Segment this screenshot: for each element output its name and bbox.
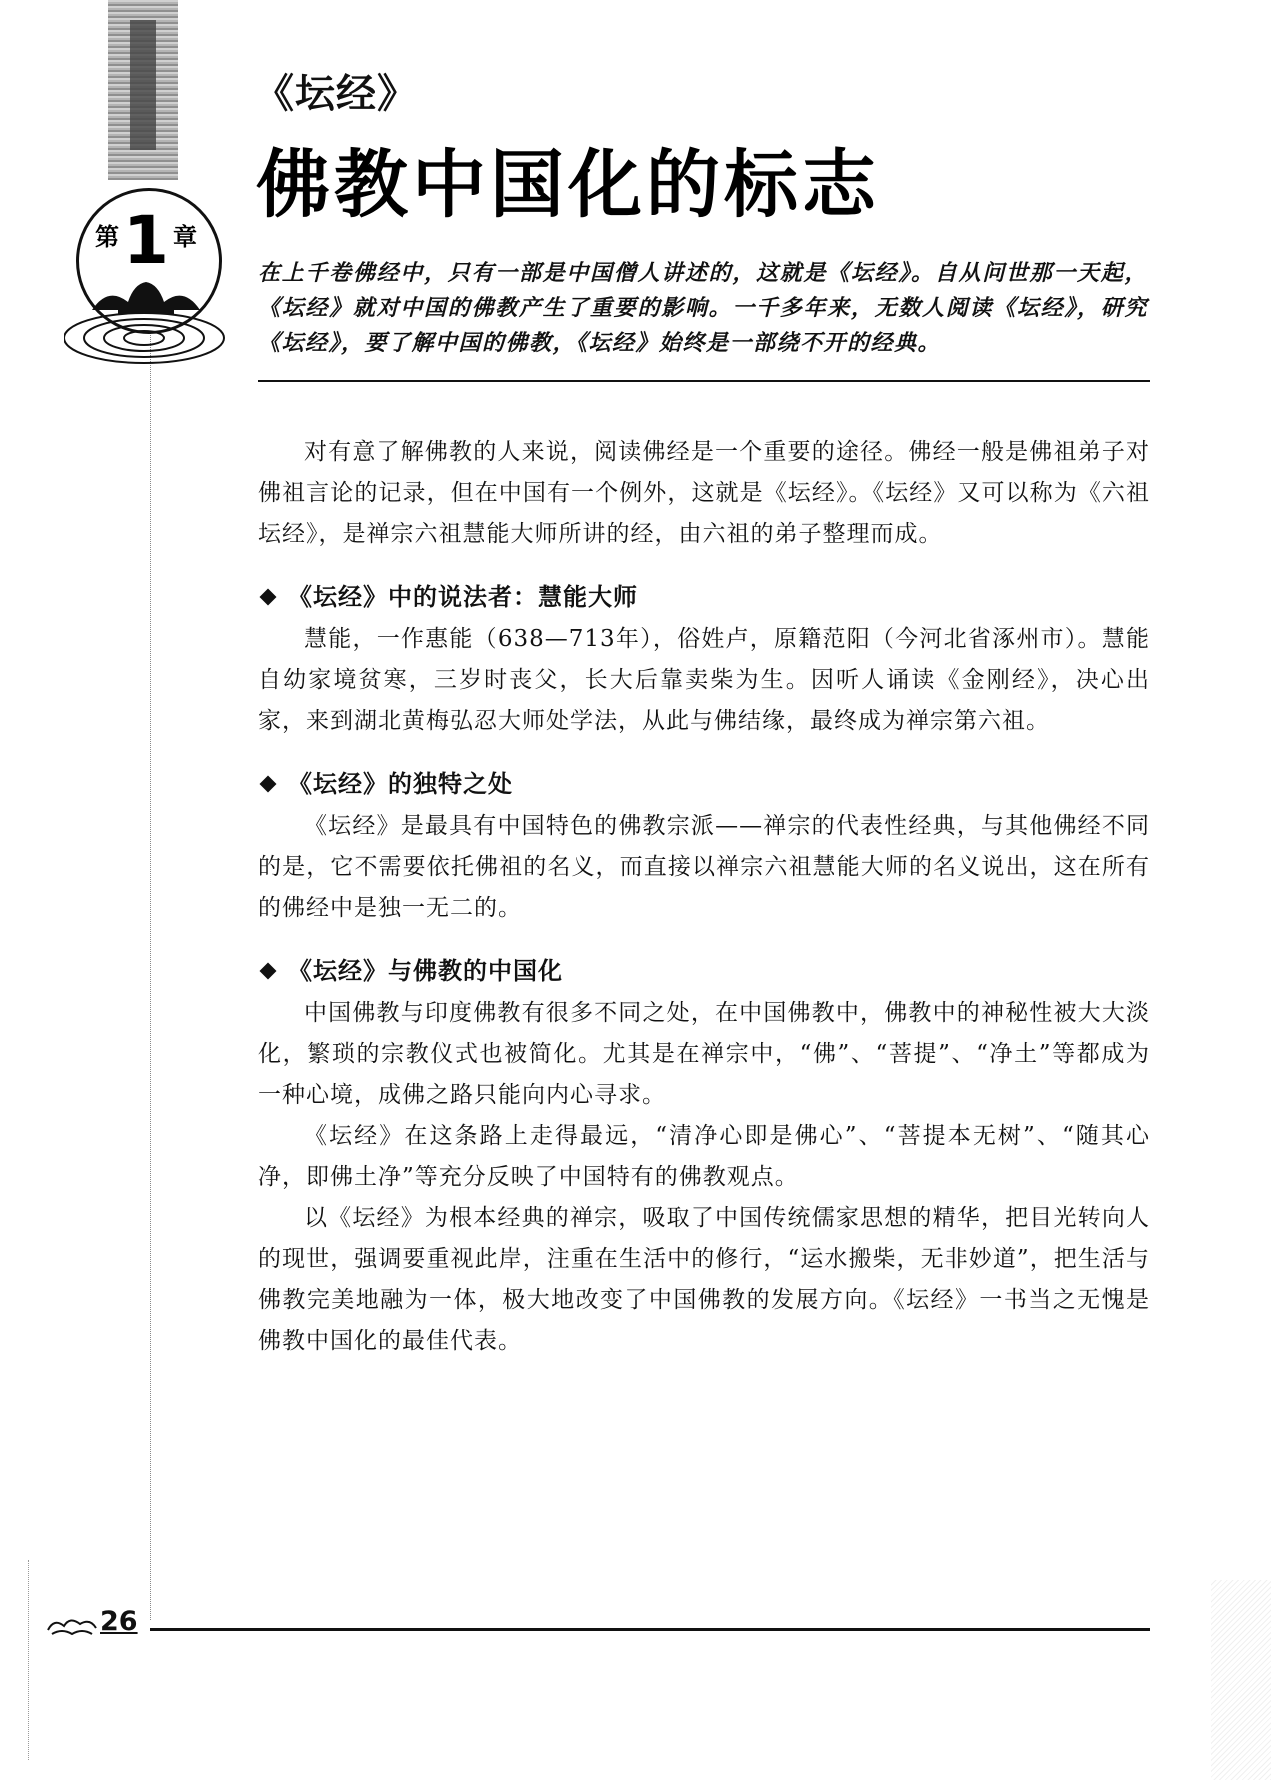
body-paragraph: 《坛经》是最具有中国特色的佛教宗派——禅宗的代表性经典，与其他佛经不同的是，它不需要依托佛祖的名义，而直接以禅宗六祖慧能大师的名义说出，这在所有的佛经中是独一无二的。	[258, 813, 1150, 921]
intro-divider	[258, 380, 1150, 382]
diamond-bullet-icon	[260, 776, 277, 793]
footer-rule	[150, 1628, 1150, 1631]
margin-rule	[150, 300, 151, 1620]
margin-rule-lower	[28, 1560, 29, 1760]
body-paragraph: 慧能，一作惠能（638—713年），俗姓卢，原籍范阳（今河北省涿州市）。慧能自幼家境贫寒，三岁时丧父，长大后靠卖柴为生。因听人诵读《金刚经》，决心出家，来到湖北黄梅弘忍大师处学法，从此与佛结缘，最终成为禅宗第六祖。	[258, 626, 1150, 734]
scan-edge-shadow	[1211, 1580, 1271, 1780]
page-number: 26	[100, 1606, 138, 1637]
diamond-bullet-icon	[260, 589, 277, 606]
body-paragraph: 以《坛经》为根本经典的禅宗，吸取了中国传统儒家思想的精华，把目光转向人的现世，强调要重视此岸，注重在生活中的修行，“运水搬柴，无非妙道”，把生活与佛教完美地融为一体，极大地改变了中国佛教的发展方向。《坛经》一书当之无愧是佛教中国化的最佳代表。	[258, 1205, 1150, 1354]
intro-paragraph: 在上千卷佛经中，只有一部是中国僧人讲述的，这就是《坛经》。自从问世那一天起，《坛经》就对中国的佛教产生了重要的影响。一千多年来，无数人阅读《坛经》，研究《坛经》，要了解中国的佛教，《坛经》始终是一部绕不开的经典。	[258, 260, 1148, 356]
section-heading	[258, 764, 1150, 804]
ripple-icon	[64, 308, 244, 368]
chapter-label	[76, 202, 216, 279]
body-paragraph: 中国佛教与印度佛教有很多不同之处，在中国佛教中，佛教中的神秘性被大大淡化，繁琐的宗教仪式也被简化。尤其是在禅宗中，“佛”、“菩提”、“净土”等都成为一种心境，成佛之路只能向内心寻求。	[258, 1000, 1150, 1108]
chapter-number: 1	[123, 202, 169, 279]
diamond-bullet-icon	[260, 963, 277, 980]
section-heading-text: 《坛经》与佛教的中国化	[288, 957, 563, 985]
chapter-badge	[64, 188, 244, 368]
section-heading-text: 《坛经》中的说法者：慧能大师	[288, 583, 638, 611]
chapter-suffix: 章	[172, 223, 197, 251]
section-heading	[258, 577, 1150, 617]
title-kicker: 《坛经》	[254, 71, 418, 117]
section-heading-text: 《坛经》的独特之处	[288, 770, 513, 798]
body-paragraph: 对有意了解佛教的人来说，阅读佛经是一个重要的途径。佛经一般是佛祖弟子对佛祖言论的记录，但在中国有一个例外，这就是《坛经》。《坛经》又可以称为《六祖坛经》，是禅宗六祖慧能大师所讲的经，由六祖的弟子整理而成。	[258, 439, 1150, 547]
chapter-prefix: 第	[95, 223, 120, 251]
cloud-ornament-icon	[44, 1614, 100, 1638]
body-paragraph: 《坛经》在这条路上走得最远，“清净心即是佛心”、“菩提本无树”、“随其心净，即佛土净”等充分反映了中国特有的佛教观点。	[258, 1123, 1150, 1190]
page-title: 佛教中国化的标志	[256, 142, 880, 228]
section-heading	[258, 951, 1150, 991]
article-body	[258, 432, 1150, 1362]
decorative-strip-dark	[130, 20, 156, 150]
